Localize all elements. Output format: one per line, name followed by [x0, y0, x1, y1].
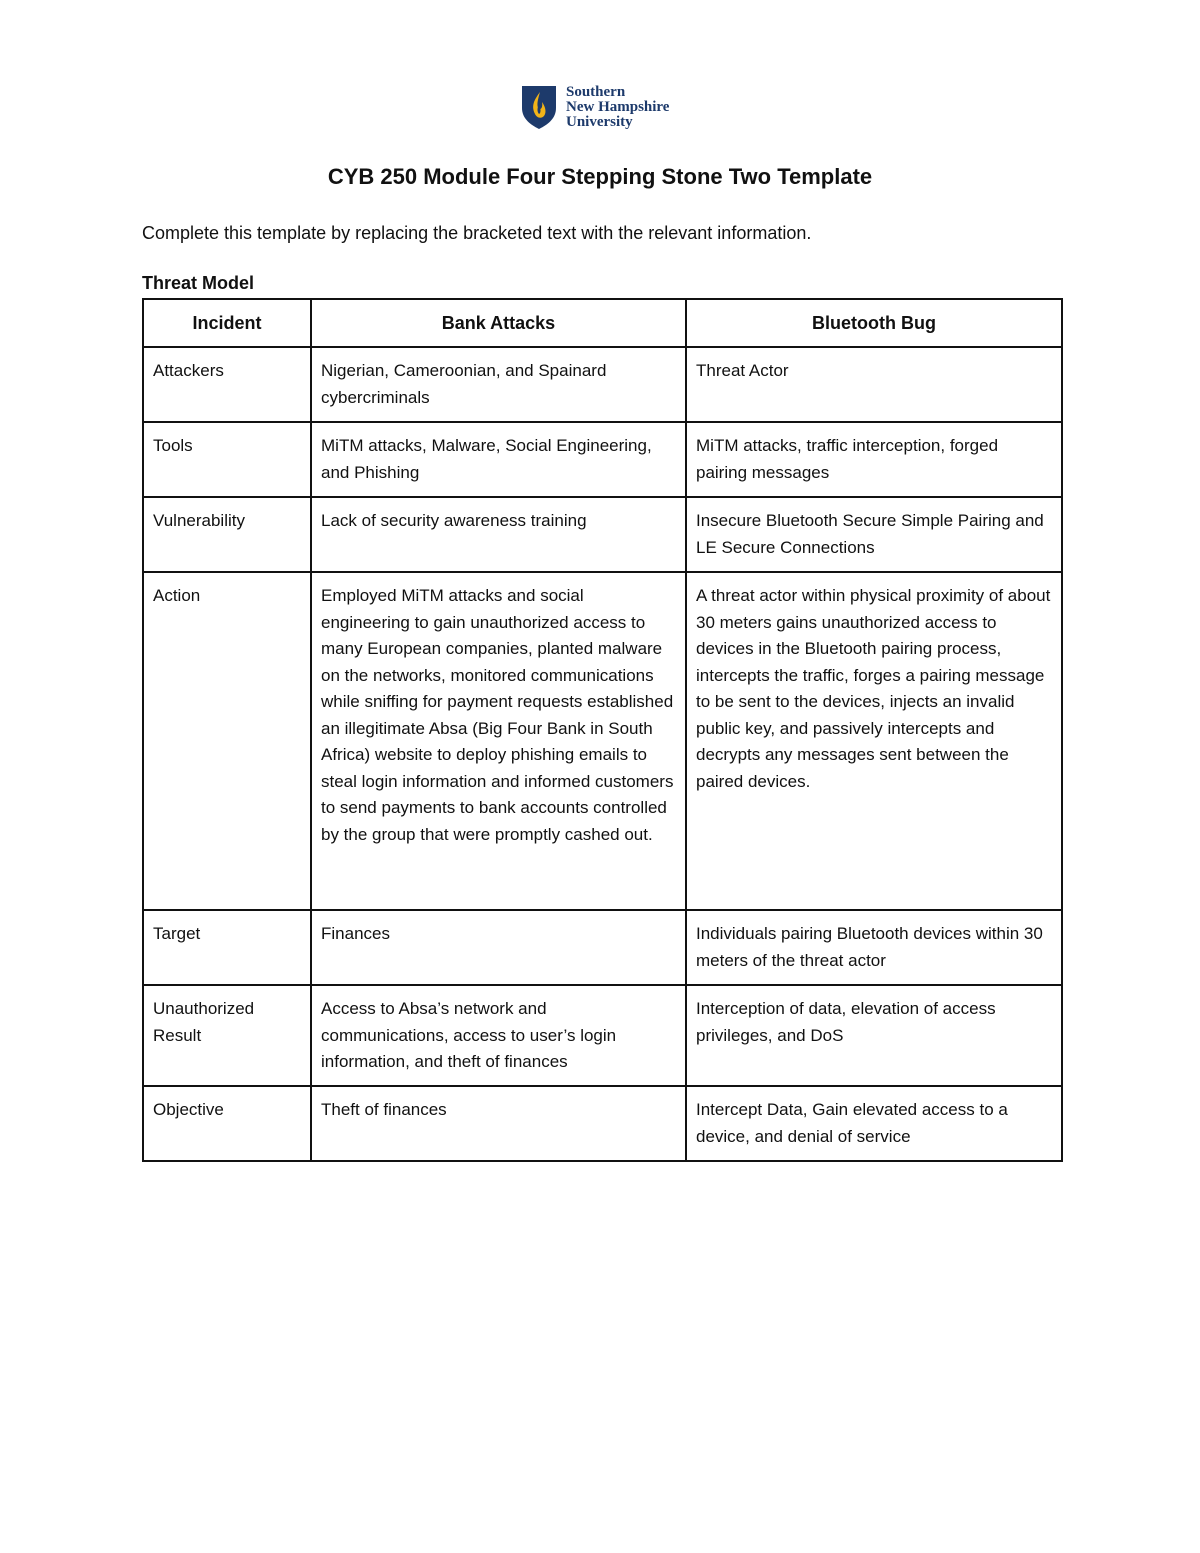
row-label: Action	[143, 572, 311, 910]
logo-line-1: Southern	[566, 83, 626, 100]
row-label: Tools	[143, 422, 311, 497]
row-label: Target	[143, 910, 311, 985]
table-row	[143, 347, 1062, 422]
table-row	[143, 985, 1062, 1086]
bank-attacks-cell: Access to Absa’s network and communications, access to user’s login information, and theft of finances	[311, 985, 686, 1086]
section-title: Threat Model	[142, 273, 255, 293]
logo-line-2: New Hampshire	[566, 98, 670, 115]
header-bank-attacks: Bank Attacks	[311, 299, 686, 347]
bluetooth-bug-cell: Threat Actor	[686, 347, 1062, 422]
bluetooth-bug-cell: Insecure Bluetooth Secure Simple Pairing and LE Secure Connections	[686, 497, 1062, 572]
row-label: Objective	[143, 1086, 311, 1161]
bluetooth-bug-cell: Individuals pairing Bluetooth devices within 30 meters of the threat actor	[686, 910, 1062, 985]
table-row	[143, 497, 1062, 572]
table-row	[143, 910, 1062, 985]
row-label: Vulnerability	[143, 497, 311, 572]
table-header-row	[143, 299, 1062, 347]
bank-attacks-cell: Theft of finances	[311, 1086, 686, 1161]
header-incident: Incident	[143, 299, 311, 347]
row-label: Unauthorized Result	[143, 985, 311, 1086]
bank-attacks-cell: Employed MiTM attacks and social engineering to gain unauthorized access to many European companies, planted malware on the networks, monitored communications while sniffing for payment requests established an illegitimate Absa (Big Four Bank in South Africa) website to deploy phishing emails to steal login information and informed customers to send payments to bank accounts controlled by the group that were promptly cashed out.	[311, 572, 686, 910]
bank-attacks-cell: MiTM attacks, Malware, Social Engineering, and Phishing	[311, 422, 686, 497]
row-label: Attackers	[143, 347, 311, 422]
snhu-logo	[520, 84, 669, 130]
bluetooth-bug-cell: A threat actor within physical proximity of about 30 meters gains unauthorized access to devices in the Bluetooth pairing process, intercepts the traffic, forges a pairing message to be sent to the devices, injects an invalid public key, and passively intercepts and decrypts any messages sent between the paired devices.	[686, 572, 1062, 910]
threat-model-table	[142, 298, 1063, 1162]
flame-shield-icon	[520, 84, 558, 130]
bluetooth-bug-cell: Intercept Data, Gain elevated access to a device, and denial of service	[686, 1086, 1062, 1161]
bank-attacks-cell: Finances	[311, 910, 686, 985]
bluetooth-bug-cell: MiTM attacks, traffic interception, forged pairing messages	[686, 422, 1062, 497]
bank-attacks-cell: Nigerian, Cameroonian, and Spainard cybercriminals	[311, 347, 686, 422]
logo-wordmark	[566, 85, 669, 130]
table-row	[143, 422, 1062, 497]
logo-line-3: University	[566, 113, 633, 130]
table-row	[143, 1086, 1062, 1161]
bank-attacks-cell: Lack of security awareness training	[311, 497, 686, 572]
document-title: CYB 250 Module Four Stepping Stone Two Template	[327, 164, 873, 189]
bluetooth-bug-cell: Interception of data, elevation of access privileges, and DoS	[686, 985, 1062, 1086]
table-row	[143, 572, 1062, 910]
instructions-text: Complete this template by replacing the bracketed text with the relevant information.	[142, 223, 812, 243]
header-bluetooth-bug: Bluetooth Bug	[686, 299, 1062, 347]
